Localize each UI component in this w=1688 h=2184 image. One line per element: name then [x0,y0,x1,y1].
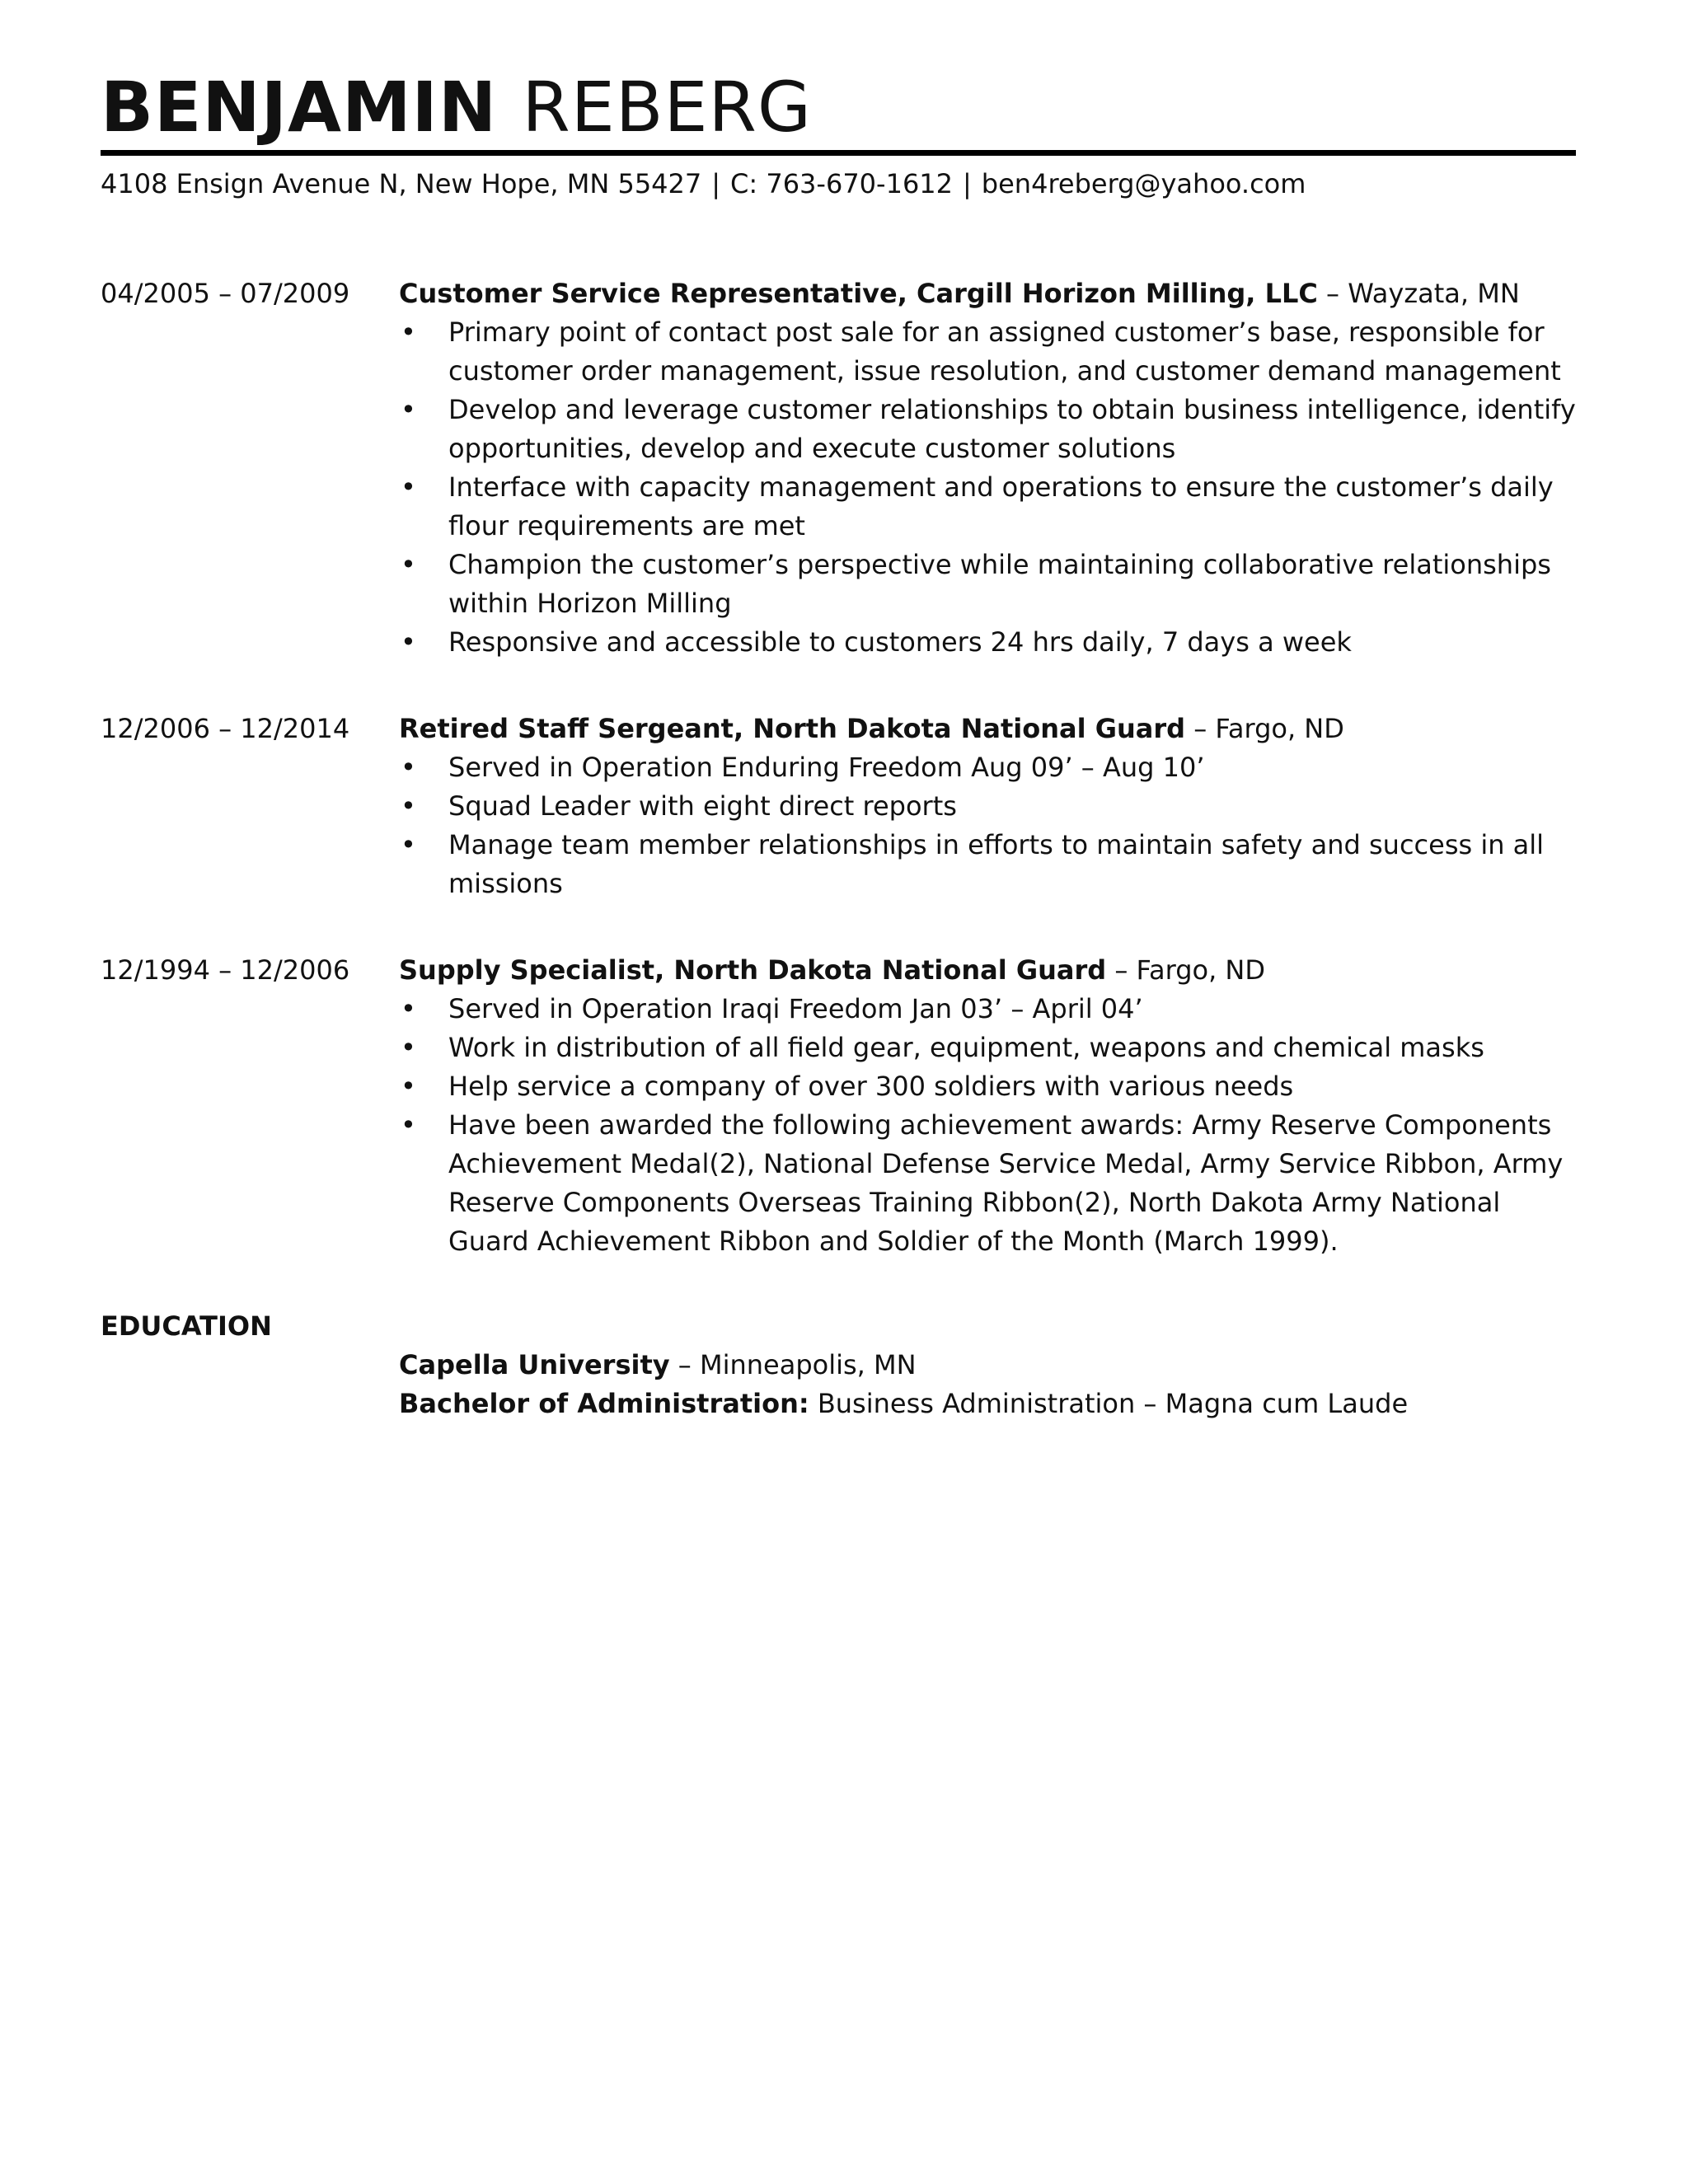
bullet-text: Interface with capacity management and operations to ensure the customer’s daily flour requirements are met [448,471,1554,541]
phone: C: 763-670-1612 [730,168,954,199]
list-item [399,1067,1578,1106]
bullet-text: Manage team member relationships in efforts to maintain safety and success in all missions [448,829,1545,899]
education-section [101,1307,1576,1423]
degree-label: Bachelor of Administration: [399,1388,809,1419]
separator: | [711,168,721,199]
bullet-list [399,748,1578,903]
bullet-icon: • [401,626,416,658]
bullet-icon: • [401,829,416,860]
education-heading: EDUCATION [101,1310,272,1342]
bullet-icon: • [401,1032,416,1063]
experience-dates: 12/2006 – 12/2014 [101,713,350,744]
bullet-text: Have been awarded the following achievement awards: Army Reserve Components Achievement Medal(2), National Defense Service Medal, Army Service Ribbon, Army Reserve Components Overseas Training Ribbon(2), North Dakota Army National Guard Achievement Ribbon and Soldier of the Month (March 1999). [448,1109,1564,1257]
job-location: – Fargo, ND [1185,713,1344,744]
bullet-text: Served in Operation Iraqi Freedom Jan 03’ – April 04’ [448,993,1143,1024]
list-item [399,990,1578,1029]
list-item [399,313,1578,391]
resume-page [101,66,1576,1423]
bullet-icon: • [401,549,416,580]
experience-dates: 12/1994 – 12/2006 [101,954,350,986]
job-title-line [399,274,1578,313]
list-item [399,546,1578,623]
experience-body [399,274,1578,662]
bullet-icon: • [401,752,416,783]
list-item [399,468,1578,546]
list-item [399,826,1578,903]
bullet-icon: • [401,394,416,425]
bullet-icon: • [401,316,416,348]
contact-line [101,164,1576,204]
degree-line [399,1385,1576,1423]
bullet-text: Help service a company of over 300 soldiers with various needs [448,1071,1294,1102]
list-item [399,1106,1578,1261]
education-body [399,1346,1576,1423]
bullet-text: Responsive and accessible to customers 24 hrs daily, 7 days a week [448,626,1352,658]
job-title-line [399,951,1578,990]
bullet-text: Champion the customer’s perspective while maintaining collaborative relationships within Horizon Milling [448,549,1551,619]
bullet-icon: • [401,993,416,1024]
header-rule [101,150,1576,156]
job-title: Supply Specialist, North Dakota National Guard [399,954,1107,986]
bullet-icon: • [401,790,416,822]
job-location: – Wayzata, MN [1317,278,1520,309]
candidate-name [101,66,1576,148]
separator: | [963,168,972,199]
job-title: Retired Staff Sergeant, North Dakota National Guard [399,713,1186,744]
experience-dates: 04/2005 – 07/2009 [101,278,350,309]
experience-entry [101,274,1576,662]
last-name: REBERG [522,67,812,148]
first-name: BENJAMIN [101,67,498,148]
list-item [399,623,1578,662]
bullet-text: Squad Leader with eight direct reports [448,790,957,822]
email: ben4reberg@yahoo.com [981,168,1306,199]
address: 4108 Ensign Avenue N, New Hope, MN 55427 [101,168,702,199]
bullet-list [399,990,1578,1261]
job-location: – Fargo, ND [1106,954,1265,986]
bullet-icon: • [401,1071,416,1102]
list-item [399,748,1578,787]
job-title: Customer Service Representative, Cargill Horizon Milling, LLC [399,278,1318,309]
list-item [399,787,1578,826]
bullet-icon: • [401,1109,416,1141]
school-location: – Minneapolis, MN [669,1349,917,1380]
list-item [399,1029,1578,1067]
job-title-line [399,710,1578,748]
bullet-text: Work in distribution of all field gear, equipment, weapons and chemical masks [448,1032,1484,1063]
bullet-text: Develop and leverage customer relationships to obtain business intelligence, identify opportunities, develop and execute customer solutions [448,394,1576,464]
experience-body [399,710,1578,903]
experience-entry [101,710,1576,903]
experience-body [399,951,1578,1261]
bullet-text: Served in Operation Enduring Freedom Aug 09’ – Aug 10’ [448,752,1205,783]
experience-entry [101,951,1576,1261]
bullet-icon: • [401,471,416,503]
school-line [399,1346,1576,1385]
school-name: Capella University [399,1349,670,1380]
degree-detail: Business Administration – Magna cum Laude [809,1388,1409,1419]
bullet-text: Primary point of contact post sale for an assigned customer’s base, responsible for customer order management, issue resolution, and customer demand management [448,316,1561,387]
list-item [399,391,1578,468]
bullet-list [399,313,1578,662]
